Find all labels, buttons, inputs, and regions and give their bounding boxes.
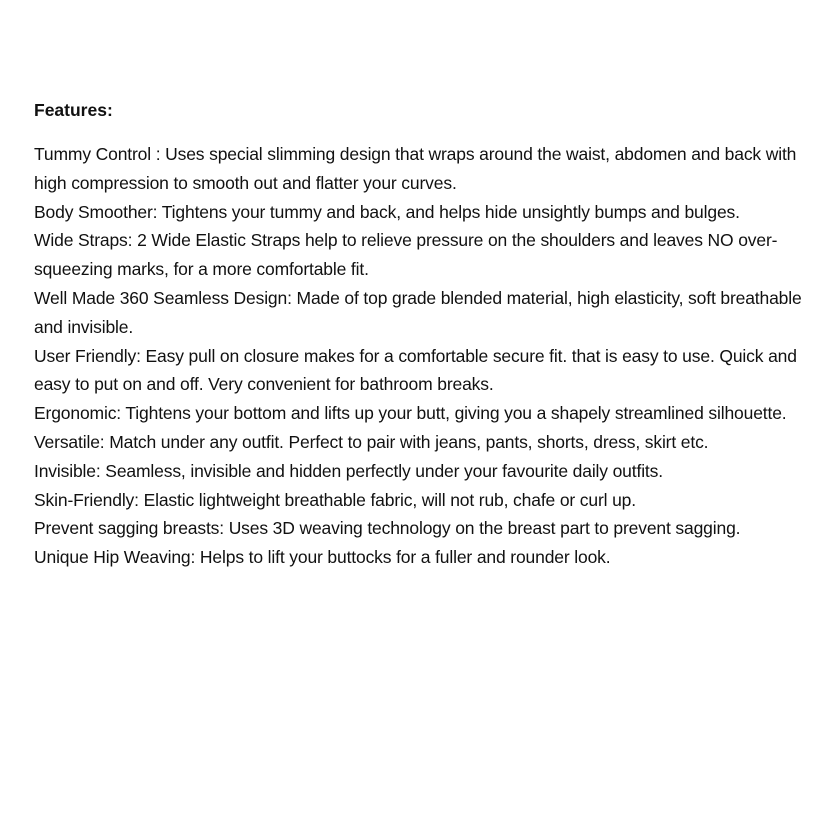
feature-skin-friendly: Skin-Friendly: Elastic lightweight breathable fabric, will not rub, chafe or curl up.: [34, 489, 636, 510]
features-list: [34, 140, 824, 572]
feature-wide-straps: Wide Straps: 2 Wide Elastic Straps help to relieve pressure on the shoulders and leaves NO over-squeezing marks, for a more comfortable fit.: [34, 230, 778, 280]
feature-user-friendly: User Friendly: Easy pull on closure makes for a comfortable secure fit. that is easy to use. Quick and easy to put on and off. Very convenient for bathroom breaks.: [34, 345, 797, 395]
feature-seamless-design: Well Made 360 Seamless Design: Made of top grade blended material, high elasticity, soft breathable and invisible.: [34, 287, 802, 337]
features-heading: Features:: [34, 100, 113, 120]
feature-invisible: Invisible: Seamless, invisible and hidden perfectly under your favourite daily outfits.: [34, 460, 663, 481]
feature-body-smoother: Body Smoother: Tightens your tummy and back, and helps hide unsightly bumps and bulges.: [34, 201, 740, 222]
feature-tummy-control: Tummy Control : Uses special slimming design that wraps around the waist, abdomen and back with high compression to smooth out and flatter your curves.: [34, 144, 797, 193]
feature-hip-weaving: Unique Hip Weaving: Helps to lift your buttocks for a fuller and rounder look.: [34, 547, 611, 568]
feature-versatile: Versatile: Match under any outfit. Perfect to pair with jeans, pants, shorts, dress, skirt etc.: [34, 431, 709, 452]
features-document: [34, 96, 824, 572]
feature-ergonomic: Ergonomic: Tightens your bottom and lifts up your butt, giving you a shapely streamlined silhouette.: [34, 403, 787, 424]
feature-prevent-sagging: Prevent sagging breasts: Uses 3D weaving technology on the breast part to prevent sagging.: [34, 518, 741, 539]
